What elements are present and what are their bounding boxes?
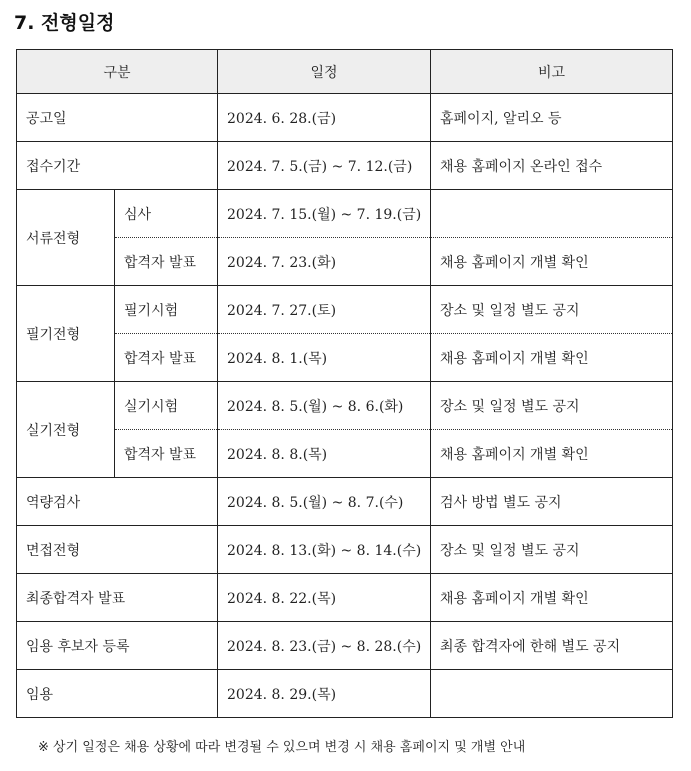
group-label: 필기전형 <box>17 286 115 382</box>
table-row <box>17 526 673 574</box>
sub-label: 필기시험 <box>115 286 218 334</box>
row-note: 장소 및 일정 별도 공지 <box>431 286 673 334</box>
row-date: 2024. 8. 22.(목) <box>218 574 431 622</box>
table-row <box>17 478 673 526</box>
table-row <box>17 190 673 238</box>
section-title: 7. 전형일정 <box>14 12 115 34</box>
row-label: 최종합격자 발표 <box>17 574 218 622</box>
row-label: 면접전형 <box>17 526 218 574</box>
table-row <box>17 238 673 286</box>
row-label: 공고일 <box>17 94 218 142</box>
row-label: 접수기간 <box>17 142 218 190</box>
row-note: 검사 방법 별도 공지 <box>431 478 673 526</box>
schedule-table <box>16 49 673 718</box>
sub-label: 합격자 발표 <box>115 334 218 382</box>
table-row <box>17 334 673 382</box>
row-date: 2024. 7. 15.(월) ~ 7. 19.(금) <box>218 190 431 238</box>
row-date: 2024. 7. 27.(토) <box>218 286 431 334</box>
group-label: 서류전형 <box>17 190 115 286</box>
row-date: 2024. 8. 29.(목) <box>218 670 431 718</box>
row-label: 임용 <box>17 670 218 718</box>
row-note: 채용 홈페이지 개별 확인 <box>431 334 673 382</box>
row-date: 2024. 8. 23.(금) ~ 8. 28.(수) <box>218 622 431 670</box>
row-note <box>431 670 673 718</box>
row-date: 2024. 8. 1.(목) <box>218 334 431 382</box>
table-row <box>17 382 673 430</box>
row-note: 채용 홈페이지 개별 확인 <box>431 574 673 622</box>
table-row <box>17 622 673 670</box>
table-row <box>17 142 673 190</box>
row-date: 2024. 8. 5.(월) ~ 8. 7.(수) <box>218 478 431 526</box>
header-row <box>17 50 673 94</box>
table-row <box>17 670 673 718</box>
row-date: 2024. 8. 8.(목) <box>218 430 431 478</box>
header-category: 구분 <box>17 50 218 94</box>
table-row <box>17 430 673 478</box>
table-row <box>17 574 673 622</box>
row-note: 최종 합격자에 한해 별도 공지 <box>431 622 673 670</box>
row-date: 2024. 8. 5.(월) ~ 8. 6.(화) <box>218 382 431 430</box>
footnote: ※ 상기 일정은 채용 상황에 따라 변경될 수 있으며 변경 시 채용 홈페이지 및 개별 안내 <box>38 740 526 755</box>
sub-label: 실기시험 <box>115 382 218 430</box>
row-note: 장소 및 일정 별도 공지 <box>431 526 673 574</box>
row-date: 2024. 7. 5.(금) ~ 7. 12.(금) <box>218 142 431 190</box>
row-label: 임용 후보자 등록 <box>17 622 218 670</box>
row-date: 2024. 7. 23.(화) <box>218 238 431 286</box>
group-label: 실기전형 <box>17 382 115 478</box>
row-note: 장소 및 일정 별도 공지 <box>431 382 673 430</box>
row-note: 홈페이지, 알리오 등 <box>431 94 673 142</box>
header-schedule: 일정 <box>218 50 431 94</box>
row-note: 채용 홈페이지 개별 확인 <box>431 238 673 286</box>
sub-label: 합격자 발표 <box>115 238 218 286</box>
row-note <box>431 190 673 238</box>
row-note: 채용 홈페이지 온라인 접수 <box>431 142 673 190</box>
row-note: 채용 홈페이지 개별 확인 <box>431 430 673 478</box>
row-date: 2024. 8. 13.(화) ~ 8. 14.(수) <box>218 526 431 574</box>
sub-label: 합격자 발표 <box>115 430 218 478</box>
table-row <box>17 94 673 142</box>
sub-label: 심사 <box>115 190 218 238</box>
row-date: 2024. 6. 28.(금) <box>218 94 431 142</box>
row-label: 역량검사 <box>17 478 218 526</box>
header-note: 비고 <box>431 50 673 94</box>
table-row <box>17 286 673 334</box>
